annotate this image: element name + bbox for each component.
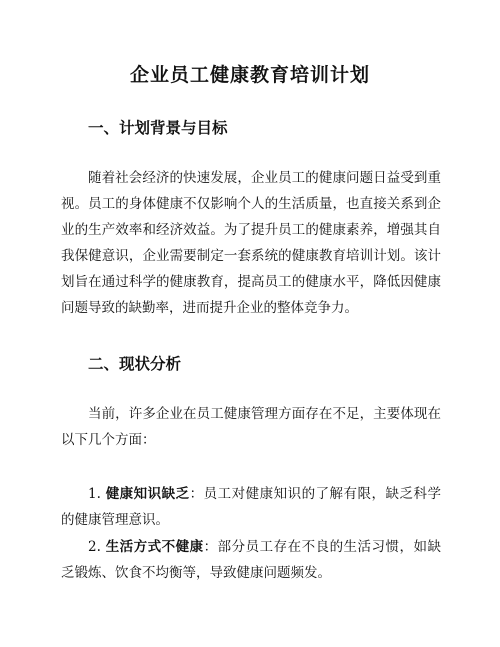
list-item — [61, 481, 441, 533]
list-item — [61, 534, 441, 586]
section-heading-status: 二、现状分析 — [88, 355, 182, 373]
status-intro-paragraph: 当前，许多企业在员工健康管理方面存在不足，主要体现在以下几个方面： — [61, 406, 441, 448]
background-paragraph: 随着社会经济的快速发展，企业员工的健康问题日益受到重视。员工的身体健康不仅影响个人的生活质量，也直接关系到企业的生产效率和经济效益。为了提升员工的健康素养，增强其自我保健意识，企业需要制定一套系统的健康教育培训计划。该计划旨在通过科学的健康教育，提高员工的健康水平，降低因健康问题导致的缺勤率，进而提升企业的整体竞争力。 — [61, 170, 441, 316]
list-item-lead: 健康知识缺乏 — [105, 486, 190, 502]
list-item-text: ：员工对健康知识的了解有限，缺乏科学的健康管理意识。 — [61, 486, 442, 528]
list-item-lead: 生活方式不健康 — [105, 539, 204, 555]
list-item-number: 2. — [88, 539, 101, 555]
list-item-number: 1. — [88, 486, 101, 502]
document-title: 企业员工健康教育培训计划 — [129, 64, 370, 86]
section-heading-background: 一、计划背景与目标 — [88, 119, 228, 137]
list-item-text: ：部分员工存在不良的生活习惯，如缺乏锻炼、饮食不均衡等，导致健康问题频发。 — [61, 539, 442, 581]
